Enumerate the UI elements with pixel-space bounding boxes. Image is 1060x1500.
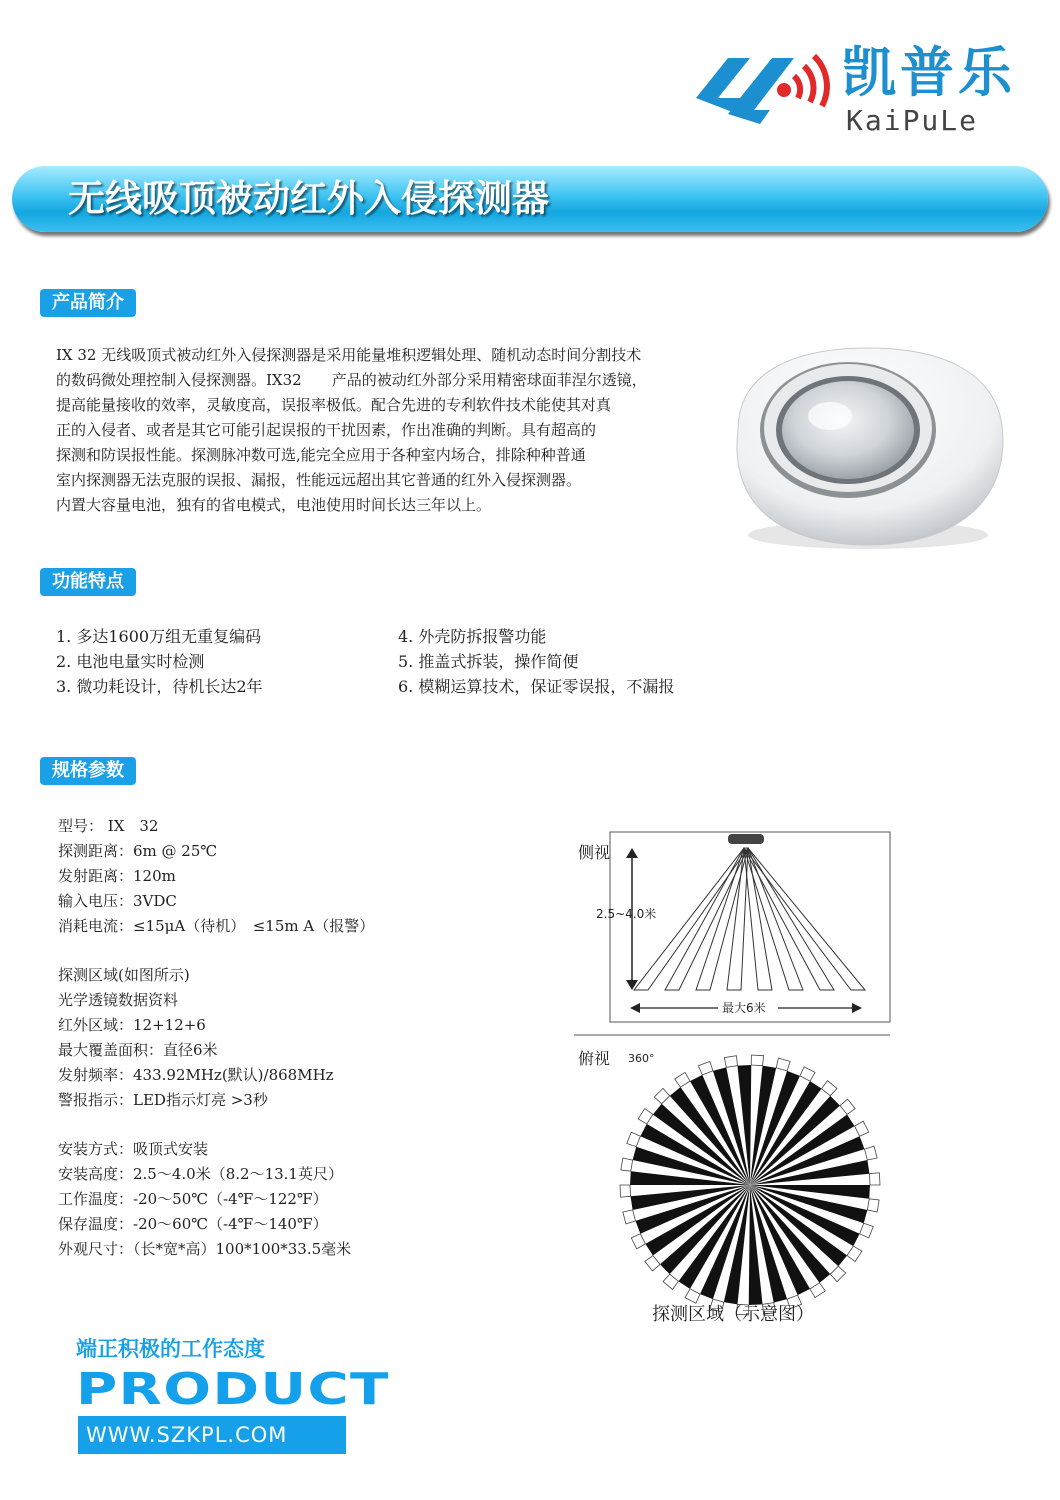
intro-line: 探测和防误报性能。探测脉冲数可选,能完全应用于各种室内场合，排除种种普通 <box>56 446 586 464</box>
side-view-label: 侧视 <box>578 843 611 862</box>
spec-item: 发射距离：120m <box>58 867 176 885</box>
feature-item: 6. 模糊运算技术，保证零误报，不漏报 <box>398 677 675 696</box>
spec-item: 红外区域：12+12+6 <box>58 1016 206 1034</box>
intro-paragraph <box>56 343 756 518</box>
spec-item: 发射频率：433.92MHz(默认)/868MHz <box>58 1066 334 1084</box>
top-ray-outline <box>830 1266 845 1281</box>
product-image <box>718 340 1008 555</box>
feature-item: 3. 微功耗设计，待机长达2年 <box>56 677 263 696</box>
top-ray-outline <box>663 1274 678 1289</box>
intro-line: 内置大容量电池，独有的省电模式，电池使用时间长达三年以上。 <box>56 496 492 514</box>
side-beam <box>696 848 748 990</box>
top-ray-outline <box>822 1081 837 1096</box>
feature-item: 5. 推盖式拆装，操作简便 <box>398 652 579 671</box>
diagram-caption: 探测区域（示意图） <box>652 1304 814 1325</box>
feature-item: 1. 多达1600万组无重复编码 <box>56 627 262 646</box>
feature-item: 2. 电池电量实时检测 <box>56 652 205 671</box>
top-ray-outline <box>776 1058 790 1071</box>
spec-item: 探测距离：6m @ 25℃ <box>58 842 218 860</box>
spec-item: 外观尺寸：（长*宽*高）100*100*33.5毫米 <box>58 1240 352 1258</box>
angle-label: 360° <box>628 1052 655 1065</box>
top-ray-outline <box>638 1109 653 1124</box>
feature-item: 4. 外壳防拆报警功能 <box>398 627 547 646</box>
spec-item: 型号： IX 32 <box>58 817 159 835</box>
feature-list-left <box>56 624 263 699</box>
spec-item: 输入电压：3VDC <box>58 892 177 910</box>
spec-item: 警报指示：LED指示灯亮 >3秒 <box>58 1091 268 1109</box>
top-ray-outline <box>847 1246 862 1261</box>
top-ray-outline <box>800 1067 815 1081</box>
top-ray-outline <box>724 1056 737 1068</box>
top-ray-outline <box>751 1055 763 1066</box>
top-ray <box>750 1185 870 1199</box>
side-beam <box>744 848 834 990</box>
spec-item: 光学透镜数据资料 <box>58 991 179 1009</box>
intro-line: IX 32 无线吸顶式被动红外入侵探测器是采用能量堆积逻辑处理、随机动态时间分割技术 <box>56 346 642 364</box>
top-ray-outline <box>621 1158 633 1171</box>
website-url: WWW.SZKPL.COM <box>86 1423 288 1447</box>
top-ray-outline <box>840 1099 855 1114</box>
top-view-rays <box>620 1055 880 1315</box>
top-ray-outline <box>627 1132 641 1147</box>
spec-item: 消耗电流：≤15μA（待机） ≤15m A（报警） <box>58 917 375 935</box>
spec-item: 保存温度：-20～60℃（-4℉～140℉） <box>58 1215 328 1233</box>
top-ray-outline <box>855 1121 869 1136</box>
side-beam <box>744 848 803 990</box>
feature-list-right <box>398 624 674 699</box>
top-ray-outline <box>860 1223 874 1238</box>
spec-item: 探测区域(如图所示) <box>58 966 190 984</box>
brand-logo-icon <box>688 40 838 140</box>
top-view-label: 俯视 <box>578 1049 611 1068</box>
brand-name-en: KaiPuLe <box>846 104 979 137</box>
intro-line: 室内探测器无法克服的误报、漏报，性能远远超出其它普通的红外入侵探测器。 <box>56 471 582 489</box>
section-header-specs: 规格参数 <box>40 757 136 785</box>
section-header-intro: 产品简介 <box>40 289 136 317</box>
side-beam <box>744 848 772 990</box>
brand-name-cn: 凯普乐 <box>842 41 1016 104</box>
height-label: 2.5~4.0米 <box>596 907 657 921</box>
intro-line: 正的入侵者、或者是其它可能引起误报的干扰因素，作出准确的判断。具有超高的 <box>56 421 597 439</box>
top-ray-outline <box>620 1185 631 1197</box>
top-ray-outline <box>869 1173 880 1185</box>
section-header-features: 功能特点 <box>40 568 136 596</box>
spec-item: 安装方式：吸顶式安装 <box>58 1140 209 1158</box>
top-ray-outline <box>810 1283 825 1298</box>
spec-item: 工作温度：-20～50℃（-4℉～122℉） <box>58 1190 328 1208</box>
detection-diagram <box>560 830 900 1330</box>
width-label: 最大6米 <box>722 1001 766 1015</box>
product-wordmark: PRODUCT <box>76 1364 390 1415</box>
top-ray-outline <box>645 1256 660 1271</box>
spec-list <box>58 814 374 1262</box>
slogan: 端正积极的工作态度 <box>76 1337 265 1361</box>
top-ray-outline <box>623 1210 636 1224</box>
intro-line: 的数码微处理控制入侵探测器。IX32 产品的被动红外部分采用精密球面菲涅尔透镜， <box>56 371 647 389</box>
top-ray <box>630 1171 750 1185</box>
spec-item: 安装高度：2.5～4.0米（8.2～13.1英尺） <box>58 1165 343 1183</box>
intro-line: 提高能量接收的效率，灵敏度高，误报率极低。配合先进的专利软件技术能使其对真 <box>56 396 612 414</box>
top-ray-outline <box>698 1061 713 1075</box>
spec-item: 最大覆盖面积：直径6米 <box>58 1041 218 1059</box>
page-title: 无线吸顶被动红外入侵探测器 <box>68 177 549 220</box>
top-ray-outline <box>631 1234 645 1249</box>
side-beams <box>634 848 865 990</box>
top-ray-outline <box>685 1289 700 1303</box>
side-beam <box>744 848 865 990</box>
top-ray-outline <box>675 1072 690 1087</box>
top-ray-outline <box>654 1088 669 1103</box>
top-ray-outline <box>865 1146 878 1160</box>
top-ray-outline <box>867 1199 879 1212</box>
